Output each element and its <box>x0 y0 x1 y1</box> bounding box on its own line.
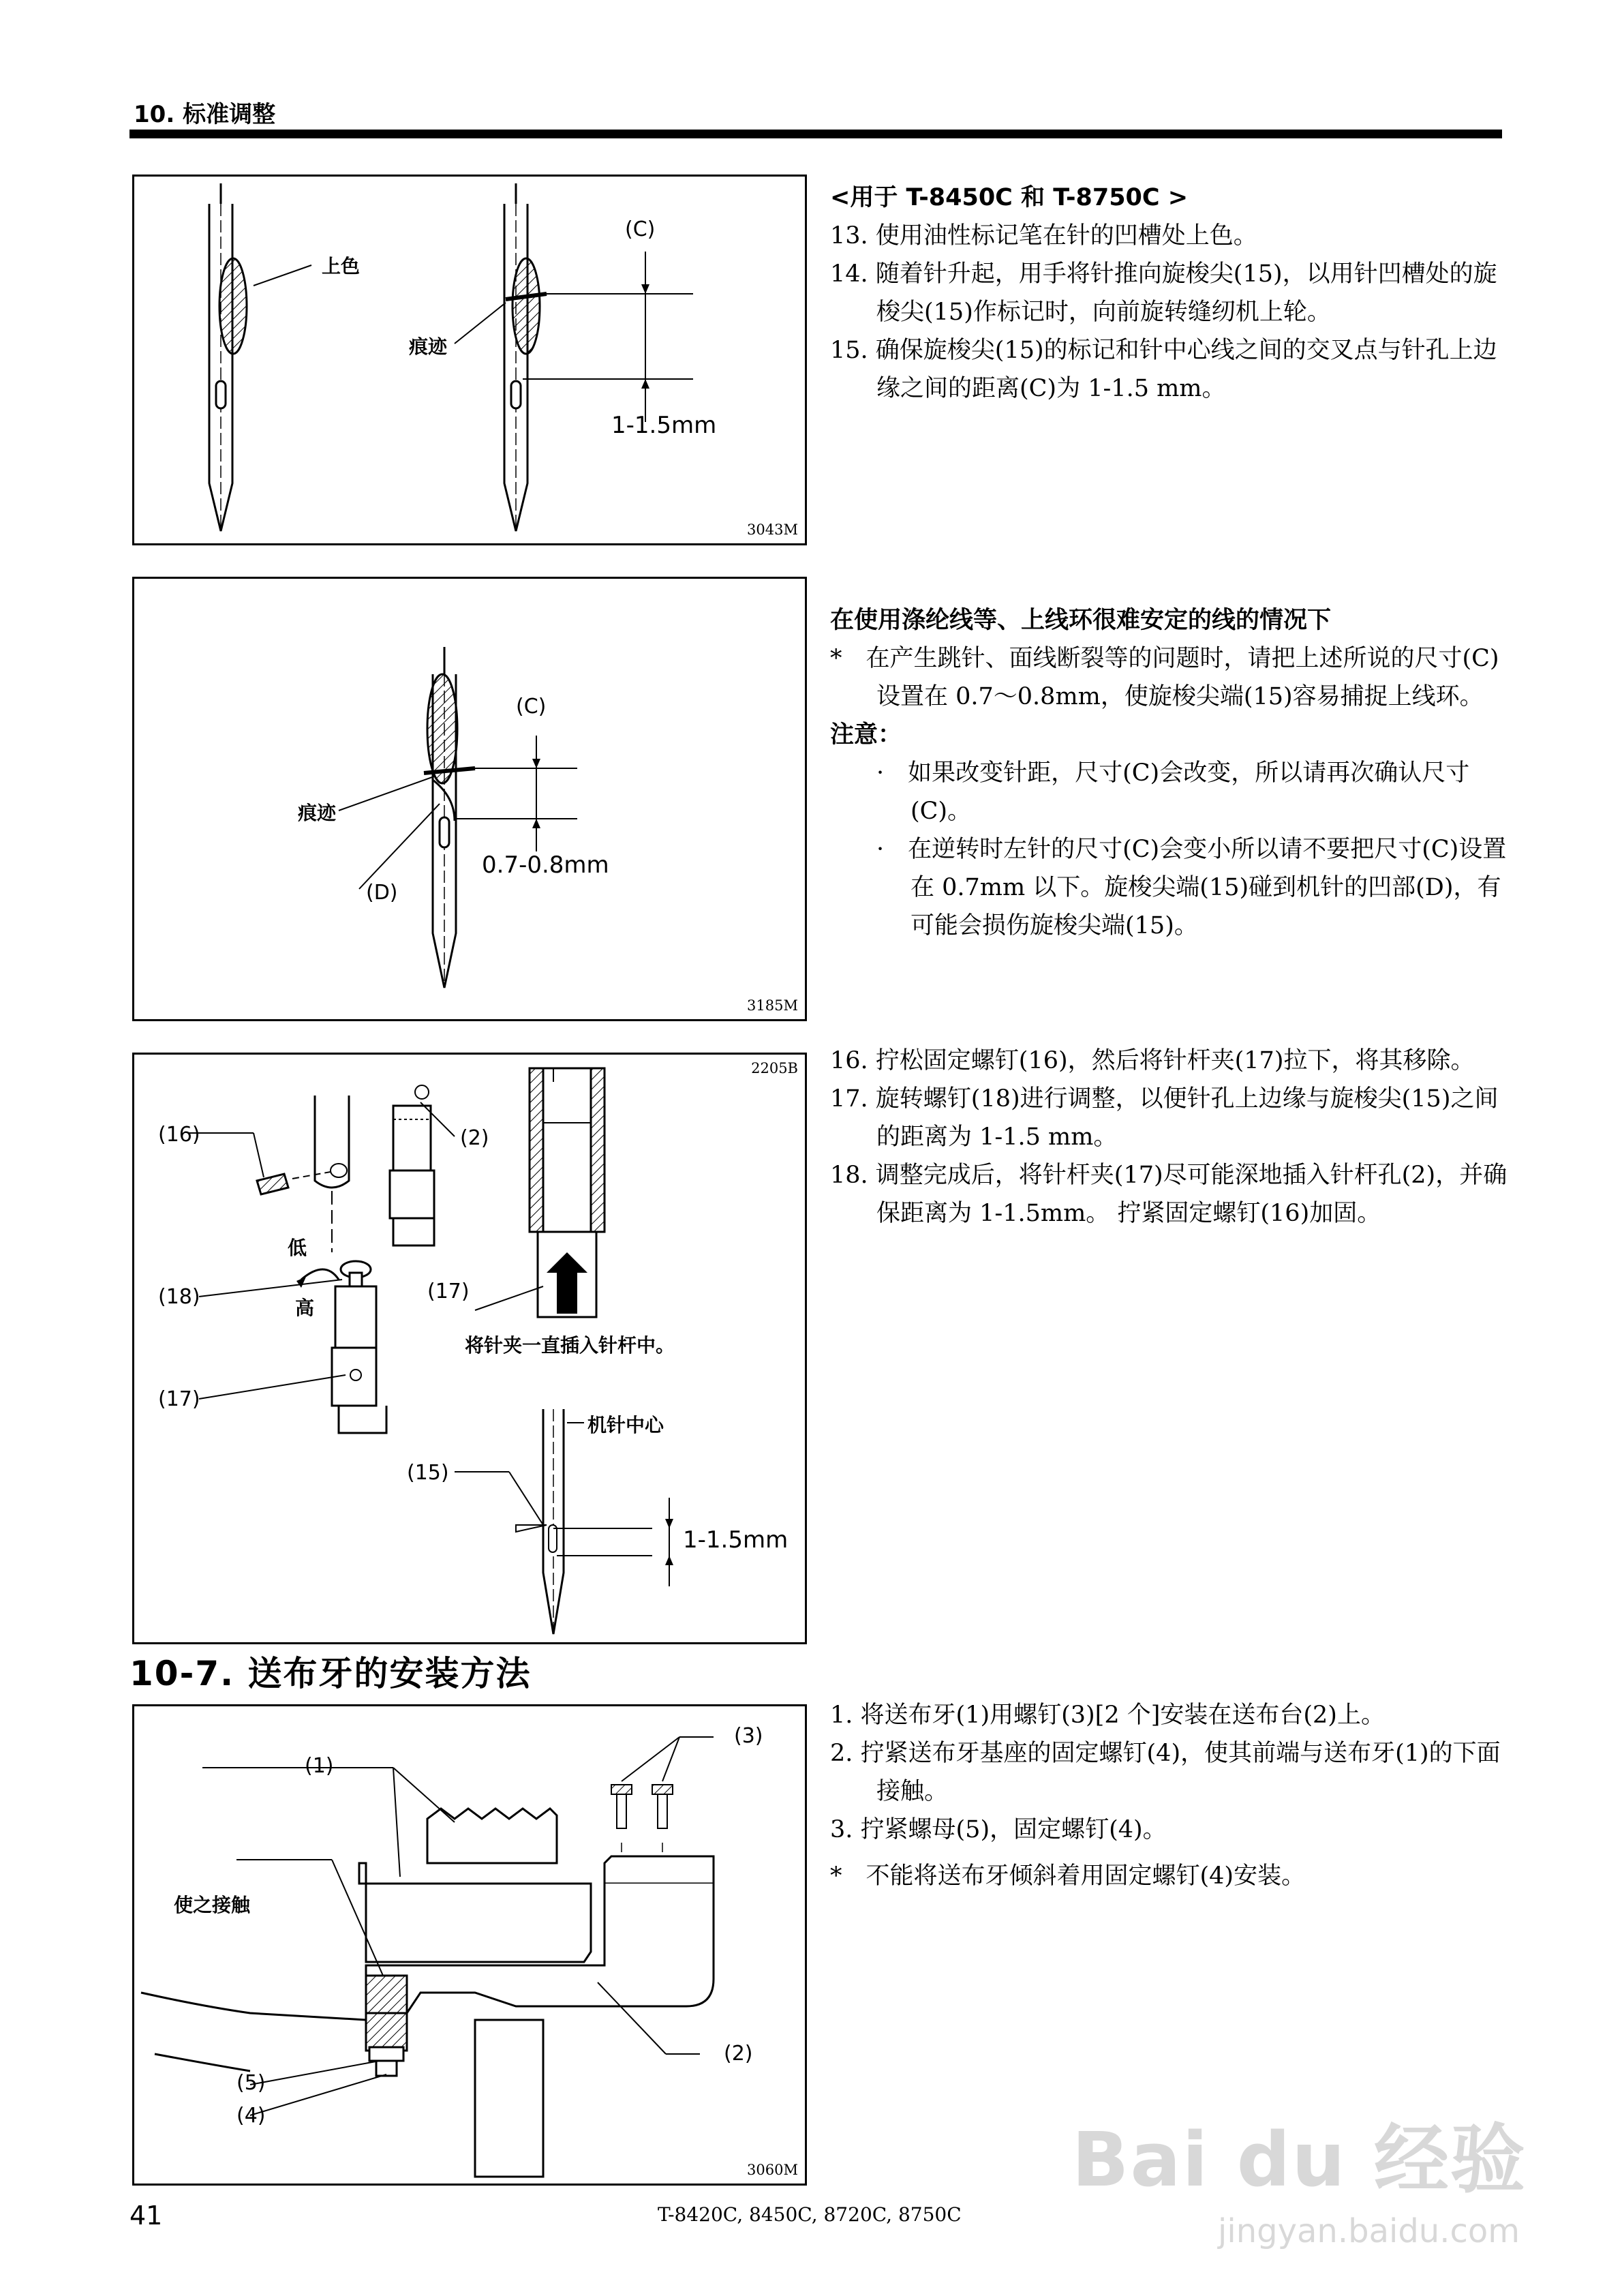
label-17b: (17) <box>158 1387 200 1411</box>
figure-3185m <box>132 577 807 1021</box>
needle-polyester-diagram <box>134 579 805 1019</box>
label-4: (4) <box>236 2104 266 2128</box>
block1-item: 14. 随着针升起，用手将针推向旋梭尖(15)，以用针凹槽处的旋梭尖(15)作标记时，向前旋转缝纫机上轮。 <box>830 260 1497 326</box>
label-5: (5) <box>236 2071 266 2095</box>
block4-item: 1. 将送布牙(1)用螺钉(3)[2 个]安装在送布台(2)上。 <box>830 1702 1385 1729</box>
block2-note-item: · 如果改变针距，尺寸(C)会改变，所以请再次确认尺寸(C)。 <box>876 759 1470 825</box>
footer-models: T-8420C, 8450C, 8720C, 8750C <box>658 2203 962 2226</box>
insert-note: 将针夹一直插入针杆中。 <box>465 1334 675 1357</box>
label-2: (2) <box>460 1126 489 1150</box>
watermark-logo: Bai du 经验 <box>1071 2116 1527 2203</box>
figure-code: 3185M <box>747 997 798 1014</box>
label-color: 上色 <box>322 255 361 277</box>
block4-item: 2. 拧紧送布牙基座的固定螺钉(4)，使其前端与送布牙(1)的下面接触。 <box>830 1740 1501 1805</box>
label-16: (16) <box>158 1123 200 1147</box>
label-17a: (17) <box>427 1280 470 1303</box>
block3-item: 16. 拧松固定螺钉(16)，然后将针杆夹(17)拉下，将其移除。 <box>830 1047 1475 1074</box>
label-18: (18) <box>158 1285 200 1309</box>
text-block-1 <box>830 179 1512 408</box>
label-c: (C) <box>625 217 656 241</box>
text-block-2 <box>830 601 1512 945</box>
figure-2205b <box>132 1053 807 1644</box>
needle-center-label: 机针中心 <box>587 1414 664 1436</box>
block3-item: 17. 旋转螺钉(18)进行调整，以便针孔上边缘与旋梭尖(15)之间的距离为 1-1.5 mm。 <box>830 1085 1499 1151</box>
label-low: 低 <box>288 1237 307 1259</box>
figure-code: 3043M <box>747 522 798 538</box>
label-1: (1) <box>305 1754 334 1778</box>
text-block-3 <box>830 1042 1512 1233</box>
dim-label: 1-1.5mm <box>611 412 717 439</box>
block1-item: 15. 确保旋梭尖(15)的标记和针中心线之间的交叉点与针孔上边缘之间的距离(C)为 1-1.5 mm。 <box>830 337 1497 402</box>
label-high: 高 <box>295 1297 315 1319</box>
label-3: (3) <box>734 1724 763 1748</box>
label-d: (D) <box>366 881 398 905</box>
dim-label: 1-1.5mm <box>683 1526 789 1554</box>
feed-dog-diagram <box>134 1706 805 2184</box>
block2-title: 在使用涤纶线等、上线环很难安定的线的情况下 <box>830 607 1332 634</box>
block1-title: <用于 T-8450C 和 T-8750C > <box>830 184 1189 211</box>
page-header-title: 10. 标准调整 <box>134 101 276 128</box>
label-15: (15) <box>407 1461 449 1485</box>
header-rule <box>129 130 1502 138</box>
figure-3043m <box>132 175 807 545</box>
figure-3060m <box>132 1704 807 2186</box>
label-contact: 使之接触 <box>174 1894 251 1916</box>
block4-item: 3. 拧紧螺母(5)，固定螺钉(4)。 <box>830 1816 1167 1843</box>
text-block-4 <box>830 1696 1512 1895</box>
block3-item: 18. 调整完成后，将针杆夹(17)尽可能深地插入针杆孔(2)，并确保距离为 1-1.5mm。 拧紧固定螺钉(16)加固。 <box>830 1162 1508 1227</box>
figure-code: 2205B <box>751 1060 798 1076</box>
page-number: 41 <box>129 2201 163 2231</box>
block2-note-item: · 在逆转时左针的尺寸(C)会变小所以请不要把尺寸(C)设置在 0.7mm 以下。旋梭尖端(15)碰到机针的凹部(D)，有可能会损伤旋梭尖端(15)。 <box>876 836 1507 939</box>
block4-star-note: * 不能将送布牙倾斜着用固定螺钉(4)安装。 <box>830 1862 1306 1890</box>
label-c: (C) <box>516 695 547 719</box>
block2-note-title: 注意： <box>830 721 902 749</box>
needle-marking-diagram <box>134 177 805 543</box>
label-mark: 痕迹 <box>298 802 337 824</box>
dim-label: 0.7-0.8mm <box>482 851 609 879</box>
figure-code: 3060M <box>747 2162 798 2178</box>
label-2: (2) <box>724 2042 753 2066</box>
block2-star-note: * 在产生跳针、面线断裂等的问题时，请把上述所说的尺寸(C)设置在 0.7～0.8mm，使旋梭尖端(15)容易捕捉上线环。 <box>830 645 1499 710</box>
section-title: 10-7. 送布牙的安装方法 <box>129 1654 532 1693</box>
block1-item: 13. 使用油性标记笔在针的凹槽处上色。 <box>830 222 1257 250</box>
label-mark: 痕迹 <box>409 335 448 358</box>
watermark-url: jingyan.baidu.com <box>1218 2212 1520 2250</box>
